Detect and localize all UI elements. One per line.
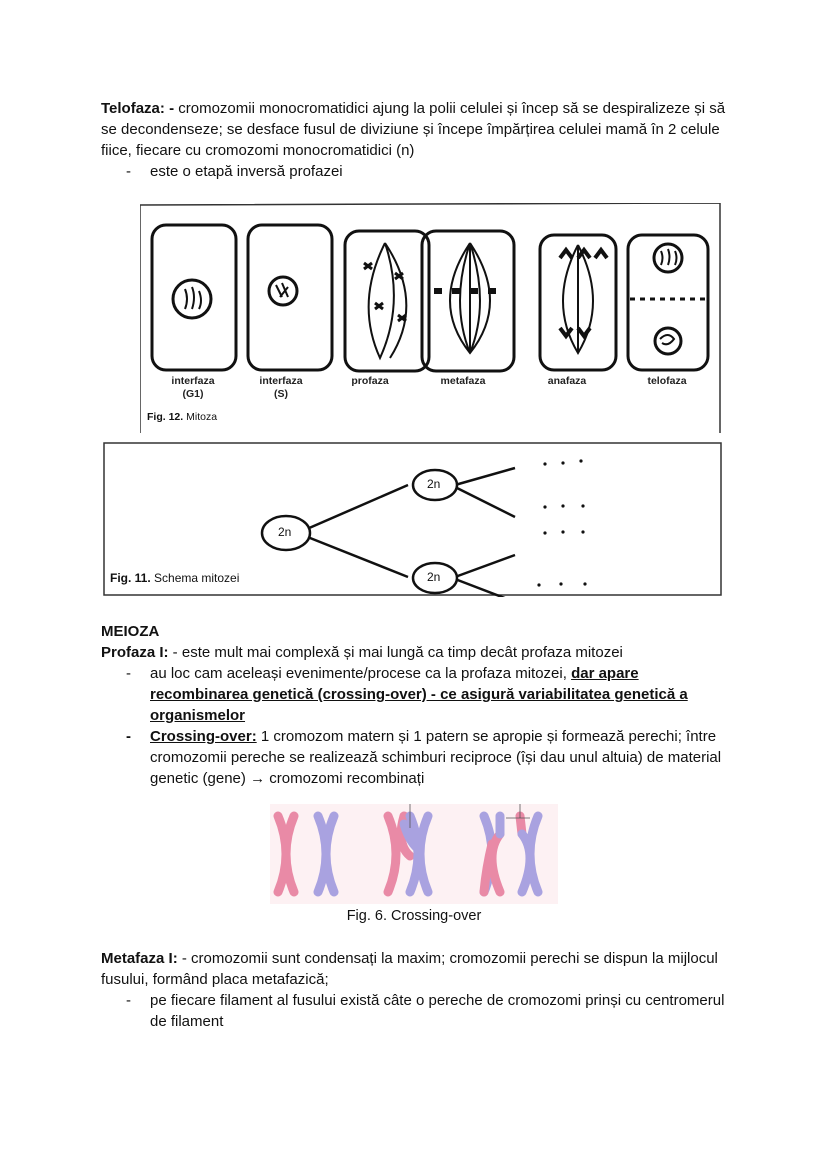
- profaza-text: - este mult mai complexă și mai lungă ca timp decât profaza mitozei: [168, 644, 623, 661]
- bullet-text: este o etapă inversă profazei: [150, 163, 343, 180]
- figure-mitoza: [140, 203, 722, 433]
- stage-label: interfaza (S): [259, 375, 303, 400]
- dash: -: [169, 100, 175, 117]
- node-label: 2n: [278, 525, 292, 539]
- metafaza-title: Metafaza I:: [101, 950, 178, 967]
- stage-label: profaza: [351, 375, 389, 387]
- chromosomes-illustration: [270, 804, 558, 904]
- profaza-title: Profaza I:: [101, 644, 169, 661]
- bullet-text: pe fiecare filament al fusului există câte o pereche de cromozomi prinși cu centromerul de filament: [150, 992, 725, 1030]
- figure-crossing-over: [270, 804, 558, 904]
- telofaza-title: Telofaza:: [101, 100, 165, 117]
- metafaza-paragraph: [101, 948, 731, 1032]
- meioza-section: [101, 621, 731, 789]
- stage-label: interfaza (G1): [171, 375, 215, 400]
- figure-caption: Fig. 6. Crossing-over: [346, 908, 482, 924]
- telofaza-text: cromozomii monocromatidici ajung la polii celulei și încep să se despiralizeze și să se decondenseze; se desface fusul de diviziune și începe împărțirea celulei mamă în 2 celule fiice, fiecare cu cromozomi monocromatidici (n): [101, 100, 726, 159]
- bullet-text: au loc cam aceleași evenimente/procese ca la profaza mitozei,: [150, 665, 572, 682]
- metafaza-text: - cromozomii sunt condensați la maxim; cromozomii perechi se dispun la mijlocul fusului, formând placa metafazică;: [101, 950, 718, 988]
- bullet-text: 1 cromozom matern și 1 patern se apropie și formează perechi; între cromozomii pereche se realizează schimburi reciproce (își dau unul altuia) de material genetic (gene) → cromozomi recombinați: [150, 728, 722, 787]
- telofaza-paragraph: [101, 98, 731, 182]
- figure-schema-mitozei: [103, 442, 723, 597]
- node-label: 2n: [427, 570, 441, 584]
- stage-label: anafaza: [547, 375, 587, 387]
- bullet-emphasis: dar apare recombinarea genetică (crossing-over) - ce asigură variabilitatea genetică a organismelor: [150, 665, 688, 724]
- list-item: - este o etapă inversă profazei: [126, 163, 343, 180]
- section-heading: MEIOZA: [101, 623, 160, 640]
- figure-caption: Fig. 12. Mitoza: [147, 411, 218, 423]
- list-item: - Crossing-over: 1 cromozom matern și 1 patern se apropie și formează perechi; între cromozomii pereche se realizează schimburi reciproce (își dau unul altuia) de material genetic (gene) → cromozomi recombinați: [126, 728, 722, 787]
- crossing-over-term: Crossing-over:: [150, 728, 257, 745]
- figure-caption: Fig. 11. Schema mitozei: [110, 571, 240, 585]
- stage-label: metafaza: [440, 375, 486, 387]
- node-label: 2n: [427, 477, 441, 491]
- list-item: - au loc cam aceleași evenimente/procese ca la profaza mitozei, dar apare recombinarea genetică (crossing-over) - ce asigură variabilitatea genetică a organismelor: [126, 665, 688, 724]
- list-item: - pe fiecare filament al fusului există câte o pereche de cromozomi prinși cu centromerul de filament: [126, 992, 725, 1030]
- stage-label: telofaza: [647, 375, 687, 387]
